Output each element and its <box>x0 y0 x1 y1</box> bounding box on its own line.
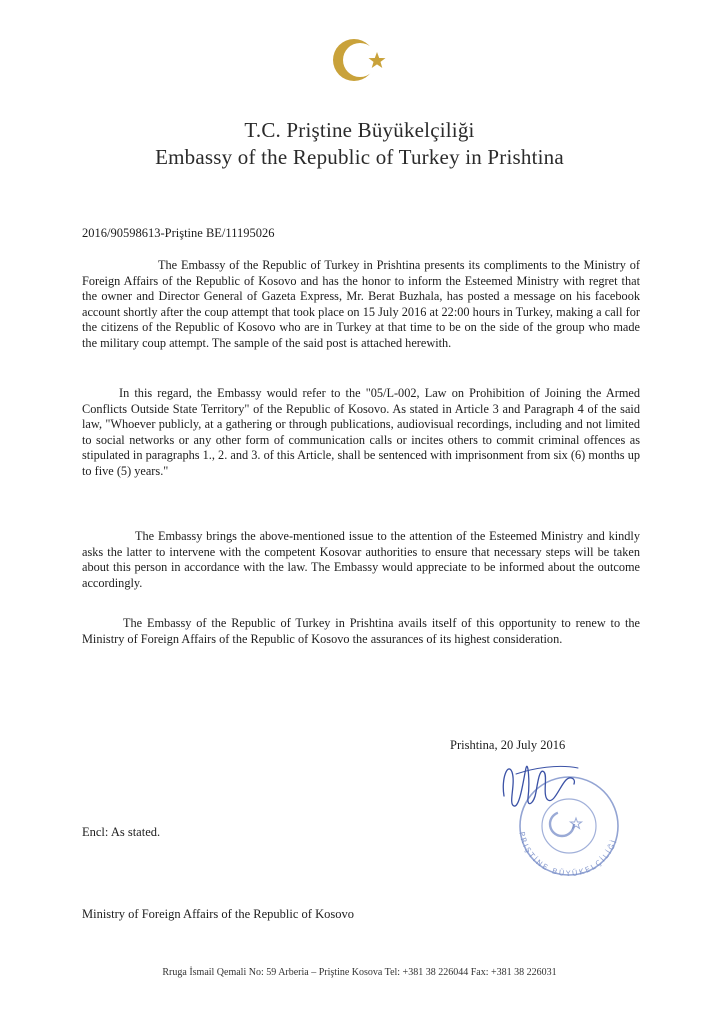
embassy-title-english: Embassy of the Republic of Turkey in Prishtina <box>155 145 564 169</box>
footer-address: Rruga İsmail Qemali No: 59 Arberia – Priştine Kosova Tel: +381 38 226044 Fax: +381 38 226031 <box>162 967 557 978</box>
stamp-text: PRIŞTİNE BÜYÜKELÇİLİĞİ <box>517 830 620 878</box>
body-paragraph-1: The Embassy of the Republic of Turkey in Prishtina presents its compliments to the Ministry of Foreign Affairs of the Republic of Kosovo and has the honor to inform the Esteemed Ministry with regret that the owner and Director General of Gazeta Express, Mr. Berat Buzhala, has posted a message on his facebook account shortly after the coup attempt that took place on 15 July 2016 at 22:00 hours in Turkey, making a call for the citizens of the Republic of Kosovo who are in Turkey at that time to be on the side of the group who made the military coup attempt. The sample of the said post is attached herewith. <box>82 258 640 350</box>
body-paragraph-4: The Embassy of the Republic of Turkey in Prishtina avails itself of this opportunity to renew to the Ministry of Foreign Affairs of the Republic of Kosovo the assurances of its highest consideration. <box>82 616 640 646</box>
reference-number: 2016/90598613-Priştine BE/11195026 <box>82 226 275 240</box>
recipient: Ministry of Foreign Affairs of the Republic of Kosovo <box>82 907 354 921</box>
embassy-title-turkish: T.C. Priştine Büyükelçiliği <box>244 118 475 142</box>
place-and-date: Prishtina, 20 July 2016 <box>450 738 566 752</box>
body-paragraph-2: In this regard, the Embassy would refer to the "05/L-002, Law on Prohibition of Joining the Armed Conflicts Outside State Territory" of the Republic of Kosovo. As stated in Article 3 and Paragraph 4 of the said law, "Whoever publicly, at a gathering or through publications, audiovisual recordings, including and not limited to social networks or any other form of communication calls or incites others to commit criminal offences as stipulated in paragraphs 1., 2. and 3. of this Article, shall be sentenced with imprisonment from six (6) months up to five (5) years." <box>82 386 640 478</box>
body-paragraph-3: The Embassy brings the above-mentioned issue to the attention of the Esteemed Ministry and kindly asks the latter to intervene with the competent Kosovar authorities to ensure that necessary steps will be taken about this person in accordance with the law. The Embassy would appreciate to be informed about the outcome accordingly. <box>82 529 640 590</box>
enclosure-note: Encl: As stated. <box>82 825 161 839</box>
official-stamp-icon <box>474 738 634 878</box>
crescent-star-icon <box>333 30 389 90</box>
